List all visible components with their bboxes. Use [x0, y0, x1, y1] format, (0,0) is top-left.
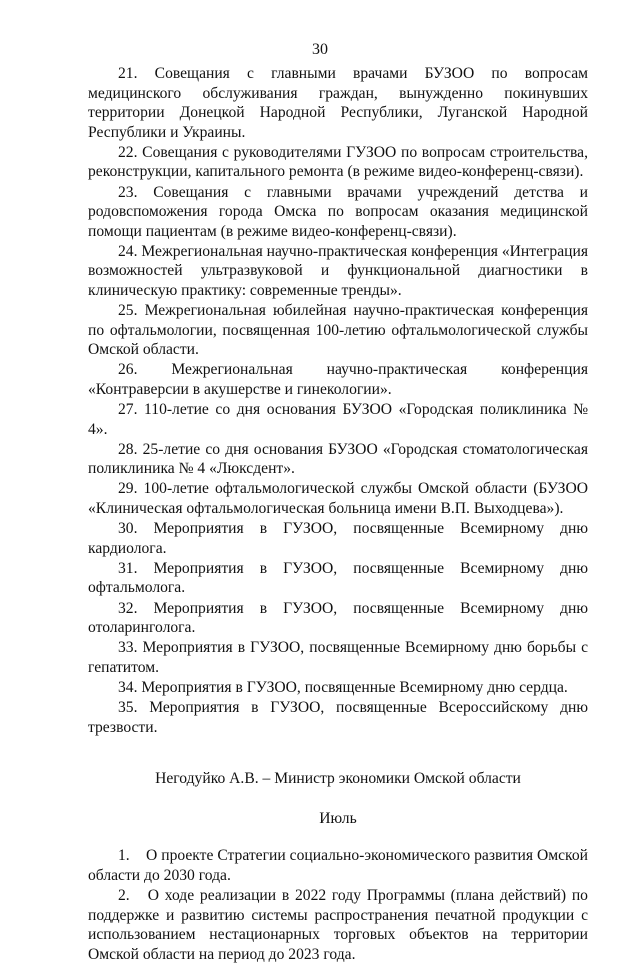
list-item: 30. Мероприятия в ГУЗОО, посвященные Всемирному дню кардиолога. — [88, 520, 588, 557]
list-item: 22. Совещания с руководителями ГУЗОО по вопросам строительства, реконструкции, капитального ремонта (в режиме видео-конференц-связи). — [88, 143, 588, 181]
list-item — [88, 886, 588, 964]
list-item: 21. Совещания с главными врачами БУЗОО по вопросам медицинского обслуживания граждан, вынужденно покинувших территории Донецкой Народной Республики, Луганской Народной Республики и Украины. — [88, 65, 588, 141]
list-item: 28. 25-летие со дня основания БУЗОО «Городская стоматологическая поликлиника № 4 «Люксдент». — [88, 440, 588, 478]
list-item: 25. Межрегиональная юбилейная научно-практическая конференция по офтальмологии, посвященная 100-летию офтальмологической службы Омской области. — [88, 302, 588, 359]
minister-heading: Негодуйко А.В. – Министр экономики Омской области — [155, 770, 521, 788]
list-item: 32. Мероприятия в ГУЗОО, посвященные Всемирному дню отоларинголога. — [88, 599, 588, 637]
list-item: 24. Межрегиональная научно-практическая конференция «Интеграция возможностей ультразвуковой и функциональной диагностики в клиническую практику: современные тренды». — [88, 242, 588, 300]
list-item-text: О ходе реализации в 2022 году Программы (плана действий) по поддержке и развитию системы распространения печатной продукции с использованием нестационарных торговых объектов на территории Омской области на период до 2023 года. — [88, 887, 588, 963]
list-item-text: О проекте Стратегии социально-экономического развития Омской области до 2030 года. — [88, 847, 588, 884]
list-item: 26. Межрегиональная научно-практическая конференция «Контраверсии в акушерстве и гинекологии». — [88, 361, 588, 398]
list-item-number: 1. — [118, 847, 130, 865]
list-item: 34. Мероприятия в ГУЗОО, посвященные Всемирному дню сердца. — [118, 678, 568, 696]
list-item — [88, 846, 588, 885]
list-item: 27. 110-летие со дня основания БУЗОО «Городская поликлиника № 4». — [88, 401, 588, 438]
month-heading: Июль — [319, 809, 357, 827]
list-item-number: 2. — [118, 887, 130, 905]
list-item: 23. Совещания с главными врачами учреждений детства и родовспоможения города Омска по вопросам оказания медицинской помощи пациентам (в режиме видео-конференц-связи). — [88, 183, 588, 240]
list-item: 29. 100-летие офтальмологической службы Омской области (БУЗОО «Клиническая офтальмологическая больница имени В.П. Выходцева»). — [88, 480, 588, 518]
list-item: 31. Мероприятия в ГУЗОО, посвященные Всемирному дню офтальмолога. — [88, 559, 588, 597]
list-item: 33. Мероприятия в ГУЗОО, посвященные Всемирному дню борьбы с гепатитом. — [88, 639, 588, 676]
page-number: 30 — [312, 41, 328, 58]
document-body — [88, 64, 588, 965]
list-item: 35. Мероприятия в ГУЗОО, посвященные Всероссийскому дню трезвости. — [88, 699, 588, 736]
